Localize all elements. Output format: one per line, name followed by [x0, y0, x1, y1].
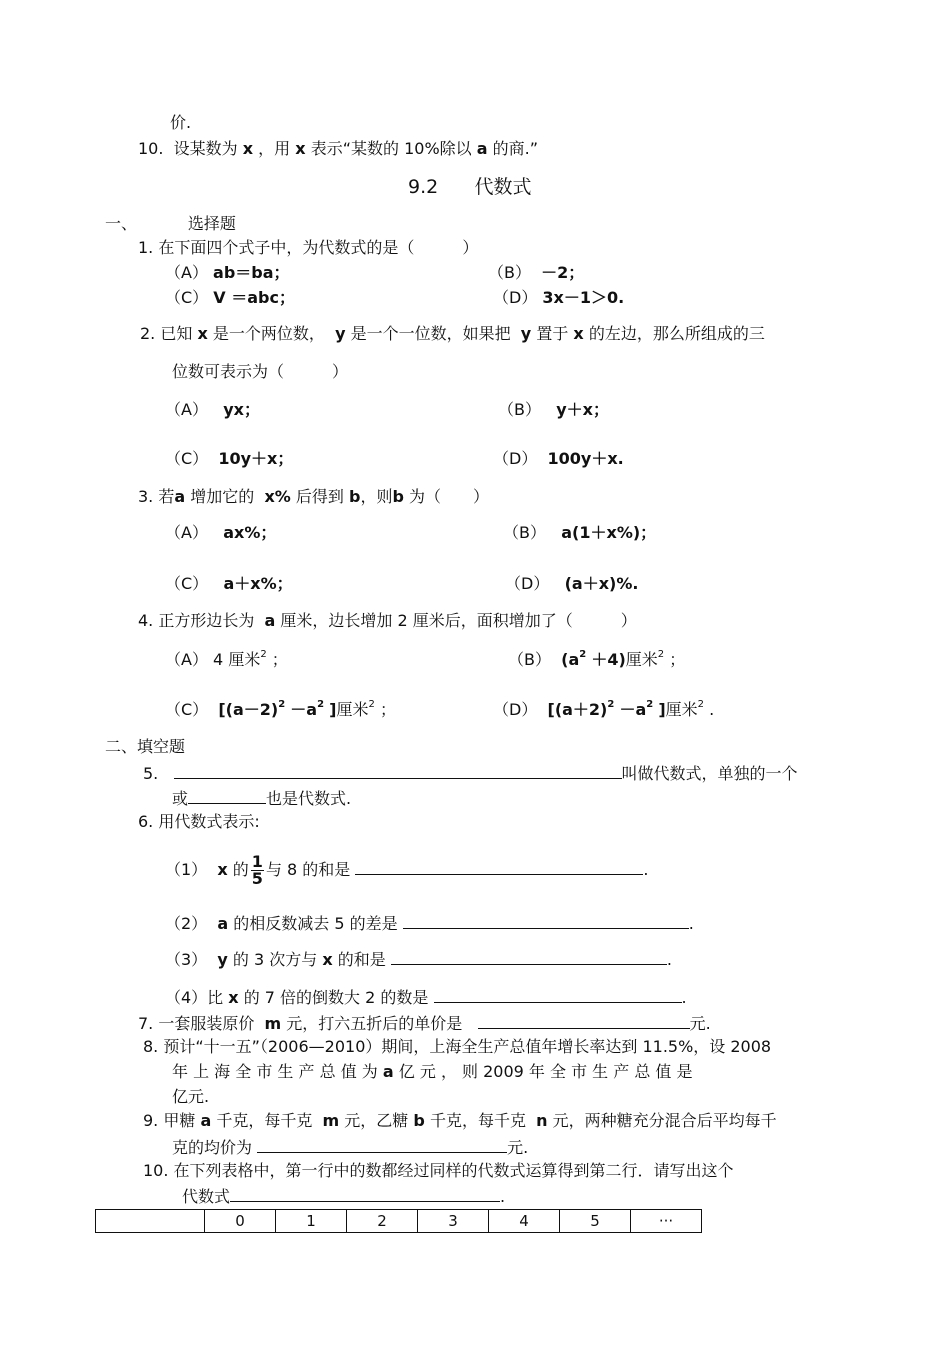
q4-option-d: （D） [$(a+2)^2 -a^2$ ]厘米$^2$ .: [493, 699, 715, 719]
q6-item-4: （4）比 x 的 7 倍的倒数大 2 的数是 .: [165, 988, 687, 1007]
q6-item-2: （2） a 的相反数减去 5 的差是 .: [165, 914, 694, 933]
table-cell[interactable]: [96, 1210, 205, 1233]
q8-line-2: 年 上 海 全 市 生 产 总 值 为 a 亿 元 ， 则 2009 年 全 市 生 产 总 值 是: [172, 1062, 693, 1081]
part-2-heading: 二、填空题: [105, 737, 186, 756]
q6-blank-1[interactable]: [355, 858, 643, 875]
fraction-one-fifth: $\frac{1}{5}$: [251, 852, 263, 888]
values-table: [95, 1209, 702, 1233]
q2-option-c: （C） 10y＋x；: [165, 449, 294, 468]
q3-option-a: （A） ax%；: [165, 523, 277, 542]
q10-line-2: 代数式 .: [182, 1187, 506, 1206]
q4-option-a: （A） 4 厘米$^2$ ；: [165, 649, 288, 669]
prev-line: 价.: [170, 113, 192, 132]
table-cell: 3: [418, 1210, 489, 1233]
q3-stem: 3. 若a 增加它的 x% 后得到 b，则b 为（ ）: [138, 487, 490, 506]
q9-blank[interactable]: [257, 1136, 507, 1153]
q9-line-1: 9. 甲糖 a 千克，每千克 m 元，乙糖 b 千克，每千克 n 元，两种糖充分混合后平均每千: [143, 1111, 777, 1130]
q1-option-b: （B） －2；: [488, 263, 585, 282]
table-cell: ···: [631, 1210, 702, 1233]
q2-stem-line-1: 2. 已知 x 是一个两位数， y 是一个一位数，如果把 y 置于 x 的左边，那么所组成的三: [140, 324, 765, 343]
q6-blank-3[interactable]: [391, 948, 667, 965]
q3-option-d: （D） (a＋x)%.: [505, 574, 639, 593]
q1-option-c: （C） V ＝abc；: [165, 288, 295, 307]
table-cell: 5: [560, 1210, 631, 1233]
table-cell: 4: [489, 1210, 560, 1233]
q1-stem: 1. 在下面四个式子中，为代数式的是（ ）: [138, 238, 479, 257]
q2-option-a: （A） yx；: [165, 400, 260, 419]
q5-line-2: 或 也是代数式.: [172, 789, 352, 808]
section-title: 9.2 代数式: [408, 176, 532, 198]
table-cell: 2: [347, 1210, 418, 1233]
q8-line-3: 亿元.: [172, 1087, 210, 1106]
table-cell: 1: [276, 1210, 347, 1233]
q6-blank-4[interactable]: [434, 986, 682, 1003]
q5-line-1: 5. 叫做代数式，单独的一个: [143, 764, 798, 783]
q10-line-1: 10. 在下列表格中，第一行中的数都经过同样的代数式运算得到第二行．请写出这个: [143, 1161, 734, 1180]
q2-stem-line-2: 位数可表示为（ ）: [172, 362, 349, 381]
q3-option-c: （C） a＋x%；: [165, 574, 293, 593]
q2-option-b: （B） y＋x；: [498, 400, 610, 419]
q9-line-2: 克的均价为 元.: [172, 1138, 529, 1157]
q5-blank-2[interactable]: [188, 787, 266, 804]
q7-blank[interactable]: [478, 1012, 690, 1029]
q1-option-a: （A） ab＝ba；: [165, 263, 290, 282]
q6-item-3: （3） y 的 3 次方与 x 的和是 .: [165, 950, 672, 969]
prev-question-10: 10. 设某数为 x ，用 x 表示“某数的 10%除以 a 的商.”: [138, 139, 539, 158]
q3-option-b: （B） a(1＋x%)；: [503, 523, 657, 542]
q1-option-d: （D） 3x－1＞0.: [493, 288, 625, 307]
q5-blank-1[interactable]: [174, 762, 622, 779]
table-row: [96, 1210, 702, 1233]
q6-blank-2[interactable]: [403, 912, 689, 929]
q4-option-c: （C） [$(a-2)^2 -a^2$ ]厘米$^2$ ；: [165, 699, 396, 719]
table-cell: 0: [205, 1210, 276, 1233]
q10-blank[interactable]: [230, 1185, 500, 1202]
q2-option-d: （D） 100y＋x.: [493, 449, 624, 468]
q8-line-1: 8. 预计“十一五”（2006—2010）期间，上海全生产总值年增长率达到 11.5%，设 2008: [143, 1037, 772, 1056]
q7: 7. 一套服装原价 m 元，打六五折后的单价是 元.: [138, 1014, 711, 1033]
q6-stem: 6. 用代数式表示:: [138, 812, 260, 831]
part-1-heading: 一、 选择题: [105, 214, 236, 233]
q4-option-b: （B） $(a^2 +4)$厘米$^2$ ；: [508, 649, 686, 669]
q6-item-1: （1） x 的 $\frac{1}{5}$ 与 8 的和是 .: [165, 852, 649, 888]
q4-stem: 4. 正方形边长为 a 厘米，边长增加 2 厘米后，面积增加了（ ）: [138, 611, 637, 630]
